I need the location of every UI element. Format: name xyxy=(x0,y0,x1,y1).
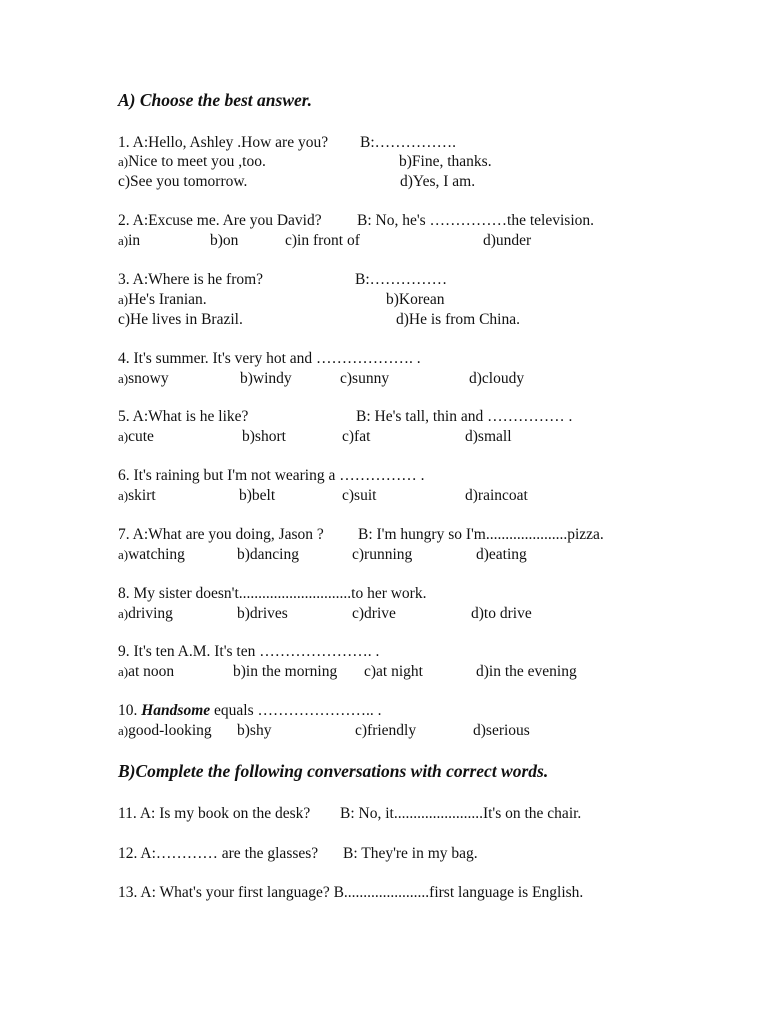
option-d[interactable]: d)to drive xyxy=(471,605,532,622)
option-d[interactable]: d)Yes, I am. xyxy=(400,173,476,190)
option-d[interactable]: d)serious xyxy=(473,722,530,739)
option-b[interactable]: b)Korean xyxy=(386,291,445,308)
item-13 xyxy=(118,884,738,904)
item-prompt: 12. A:………… are the glasses? xyxy=(118,845,319,862)
option-a[interactable]: a)driving xyxy=(118,605,173,622)
question-stem: 1. A:Hello, Ashley .How are you? xyxy=(118,134,329,151)
question-2-options xyxy=(118,232,738,252)
option-c[interactable]: c)fat xyxy=(342,428,371,445)
item-12 xyxy=(118,845,738,865)
question-5-options xyxy=(118,428,738,448)
question-stem: 4. It's summer. It's very hot and ………………. . xyxy=(118,350,421,367)
question-3-options-row-1 xyxy=(118,291,738,311)
question-8-options xyxy=(118,605,738,625)
option-c[interactable]: c)drive xyxy=(352,605,396,622)
question-6-options xyxy=(118,487,738,507)
section-b-heading: B)Complete the following conversations with correct words. xyxy=(118,761,549,781)
option-c[interactable]: c)See you tomorrow. xyxy=(118,173,248,190)
option-b[interactable]: b)windy xyxy=(240,370,292,387)
question-3-stem xyxy=(118,271,738,291)
question-stem: 7. A:What are you doing, Jason ? xyxy=(118,526,324,543)
question-stem: 8. My sister doesn't.............................to her work. xyxy=(118,585,427,602)
question-stem: 9. It's ten A.M. It's ten …………………. . xyxy=(118,643,380,660)
section-a-heading: A) Choose the best answer. xyxy=(118,90,312,110)
item-prompt: 11. A: Is my book on the desk? xyxy=(118,805,311,822)
item-prompt: 13. A: What's your first language? B......................first language is English. xyxy=(118,884,584,901)
item-response: B: They're in my bag. xyxy=(343,845,478,862)
option-b[interactable]: b)shy xyxy=(237,722,272,739)
option-a[interactable]: a)Nice to meet you ,too. xyxy=(118,153,266,170)
option-c[interactable]: c)friendly xyxy=(355,722,417,739)
question-9-options xyxy=(118,663,738,683)
question-stem: 3. A:Where is he from? xyxy=(118,271,264,288)
option-d[interactable]: d)eating xyxy=(476,546,527,563)
question-10-stem xyxy=(118,702,738,722)
question-response: B:……………. xyxy=(360,134,457,151)
option-c[interactable]: c)suit xyxy=(342,487,377,504)
option-b[interactable]: b)drives xyxy=(237,605,288,622)
item-response: B: No, it.......................It's on the chair. xyxy=(340,805,582,822)
question-5-stem xyxy=(118,408,738,428)
question-response: B: No, he's ……………the television. xyxy=(357,212,594,229)
question-1-options-row-2 xyxy=(118,173,738,193)
question-4-options xyxy=(118,370,738,390)
question-stem: 5. A:What is he like? xyxy=(118,408,249,425)
option-d[interactable]: d)He is from China. xyxy=(396,311,520,328)
option-c[interactable]: c)in front of xyxy=(285,232,360,249)
question-response: B: He's tall, thin and …………… . xyxy=(356,408,573,425)
option-a[interactable]: a)snowy xyxy=(118,370,169,387)
option-a[interactable]: a)watching xyxy=(118,546,185,563)
question-10-options xyxy=(118,722,738,742)
option-c[interactable]: c)He lives in Brazil. xyxy=(118,311,243,328)
option-d[interactable]: d)small xyxy=(465,428,512,445)
question-response: B:…………… xyxy=(355,271,448,288)
question-7-stem xyxy=(118,526,738,546)
option-c[interactable]: c)sunny xyxy=(340,370,390,387)
question-7-options xyxy=(118,546,738,566)
question-1-stem xyxy=(118,134,738,154)
option-b[interactable]: b)on xyxy=(210,232,239,249)
question-stem: 2. A:Excuse me. Are you David? xyxy=(118,212,322,229)
option-a[interactable]: a)good-looking xyxy=(118,722,212,739)
question-3-options-row-2 xyxy=(118,311,738,331)
emphasized-word: Handsome xyxy=(141,702,211,719)
option-a[interactable]: a)He's Iranian. xyxy=(118,291,207,308)
question-2-stem xyxy=(118,212,738,232)
question-8-stem xyxy=(118,585,738,605)
question-9-stem xyxy=(118,643,738,663)
option-c[interactable]: c)running xyxy=(352,546,413,563)
question-4-stem xyxy=(118,350,738,370)
option-d[interactable]: d)under xyxy=(483,232,532,249)
option-d[interactable]: d)cloudy xyxy=(469,370,525,387)
option-c[interactable]: c)at night xyxy=(364,663,423,680)
question-1-options-row-1 xyxy=(118,153,738,173)
question-stem: 10. Handsome equals ………………….. . xyxy=(118,702,382,719)
option-a[interactable]: a)in xyxy=(118,232,141,249)
question-response: B: I'm hungry so I'm.....................pizza. xyxy=(358,526,604,543)
option-d[interactable]: d)in the evening xyxy=(476,663,577,680)
option-b[interactable]: b)short xyxy=(242,428,286,445)
option-b[interactable]: b)dancing xyxy=(237,546,299,563)
option-b[interactable]: b)in the morning xyxy=(233,663,338,680)
option-a[interactable]: a)at noon xyxy=(118,663,175,680)
option-a[interactable]: a)skirt xyxy=(118,487,156,504)
item-11 xyxy=(118,805,738,825)
option-d[interactable]: d)raincoat xyxy=(465,487,528,504)
option-b[interactable]: b)belt xyxy=(239,487,276,504)
question-stem: 6. It's raining but I'm not wearing a …………… . xyxy=(118,467,425,484)
option-b[interactable]: b)Fine, thanks. xyxy=(399,153,492,170)
question-6-stem xyxy=(118,467,738,487)
option-a[interactable]: a)cute xyxy=(118,428,154,445)
